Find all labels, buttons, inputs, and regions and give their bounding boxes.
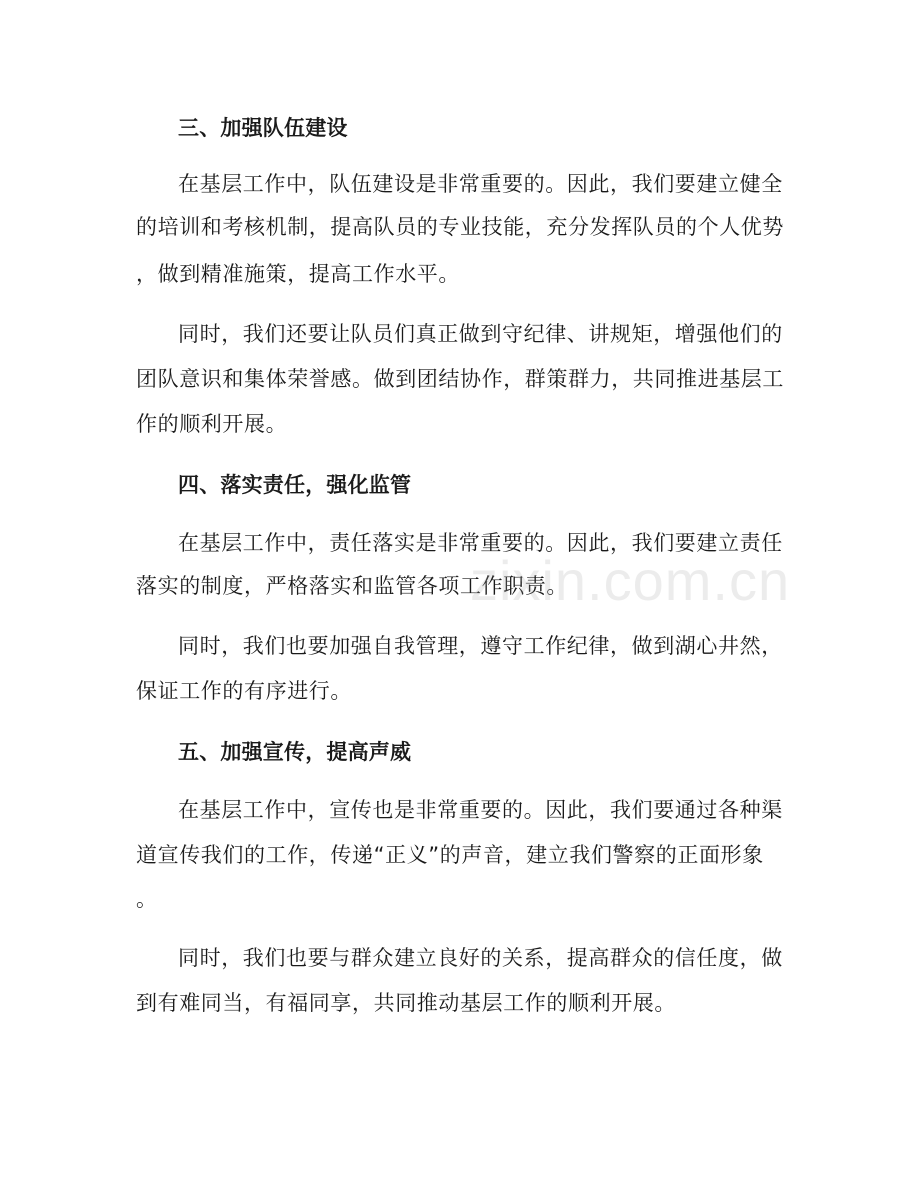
paragraph-line: 同时，我们也要加强自我管理，遵守工作纪律，做到湖心井然， [178, 634, 783, 658]
paragraph-line: 落实的制度，严格落实和监管各项工作职责。 [136, 574, 568, 598]
paragraph-line: 。 [136, 887, 158, 911]
section-heading-3: 三、加强队伍建设 [178, 116, 348, 140]
paragraph-line: 保证工作的有序进行。 [136, 679, 352, 703]
paragraph-line: 同时，我们还要让队员们真正做到守纪律、讲规矩，增强他们的 [178, 322, 783, 346]
section-heading-5: 五、加强宣传，提高声威 [178, 740, 412, 764]
paragraph-line: ，做到精准施策，提高工作水平。 [136, 262, 460, 286]
paragraph-line: 作的顺利开展。 [136, 412, 288, 436]
paragraph-line: 在基层工作中，队伍建设是非常重要的。因此，我们要建立健全 [178, 172, 783, 196]
paragraph-line: 团队意识和集体荣誉感。做到团结协作，群策群力，共同推进基层工 [136, 367, 784, 391]
watermark-text: zixin.com.cn [470, 549, 791, 612]
paragraph-line: 在基层工作中，责任落实是非常重要的。因此，我们要建立责任 [178, 531, 783, 555]
paragraph-line: 的培训和考核机制，提高队员的专业技能，充分发挥队员的个人优势 [136, 215, 784, 239]
section-heading-4: 四、落实责任，强化监管 [178, 473, 412, 497]
paragraph-line: 在基层工作中，宣传也是非常重要的。因此，我们要通过各种渠 [178, 798, 783, 822]
paragraph-line: 同时，我们也要与群众建立良好的关系，提高群众的信任度，做 [178, 946, 783, 970]
paragraph-line: 到有难同当，有福同享，共同推动基层工作的顺利开展。 [136, 991, 676, 1015]
paragraph-line: 道宣传我们的工作，传递“正义”的声音，建立我们警察的正面形象 [136, 843, 764, 867]
